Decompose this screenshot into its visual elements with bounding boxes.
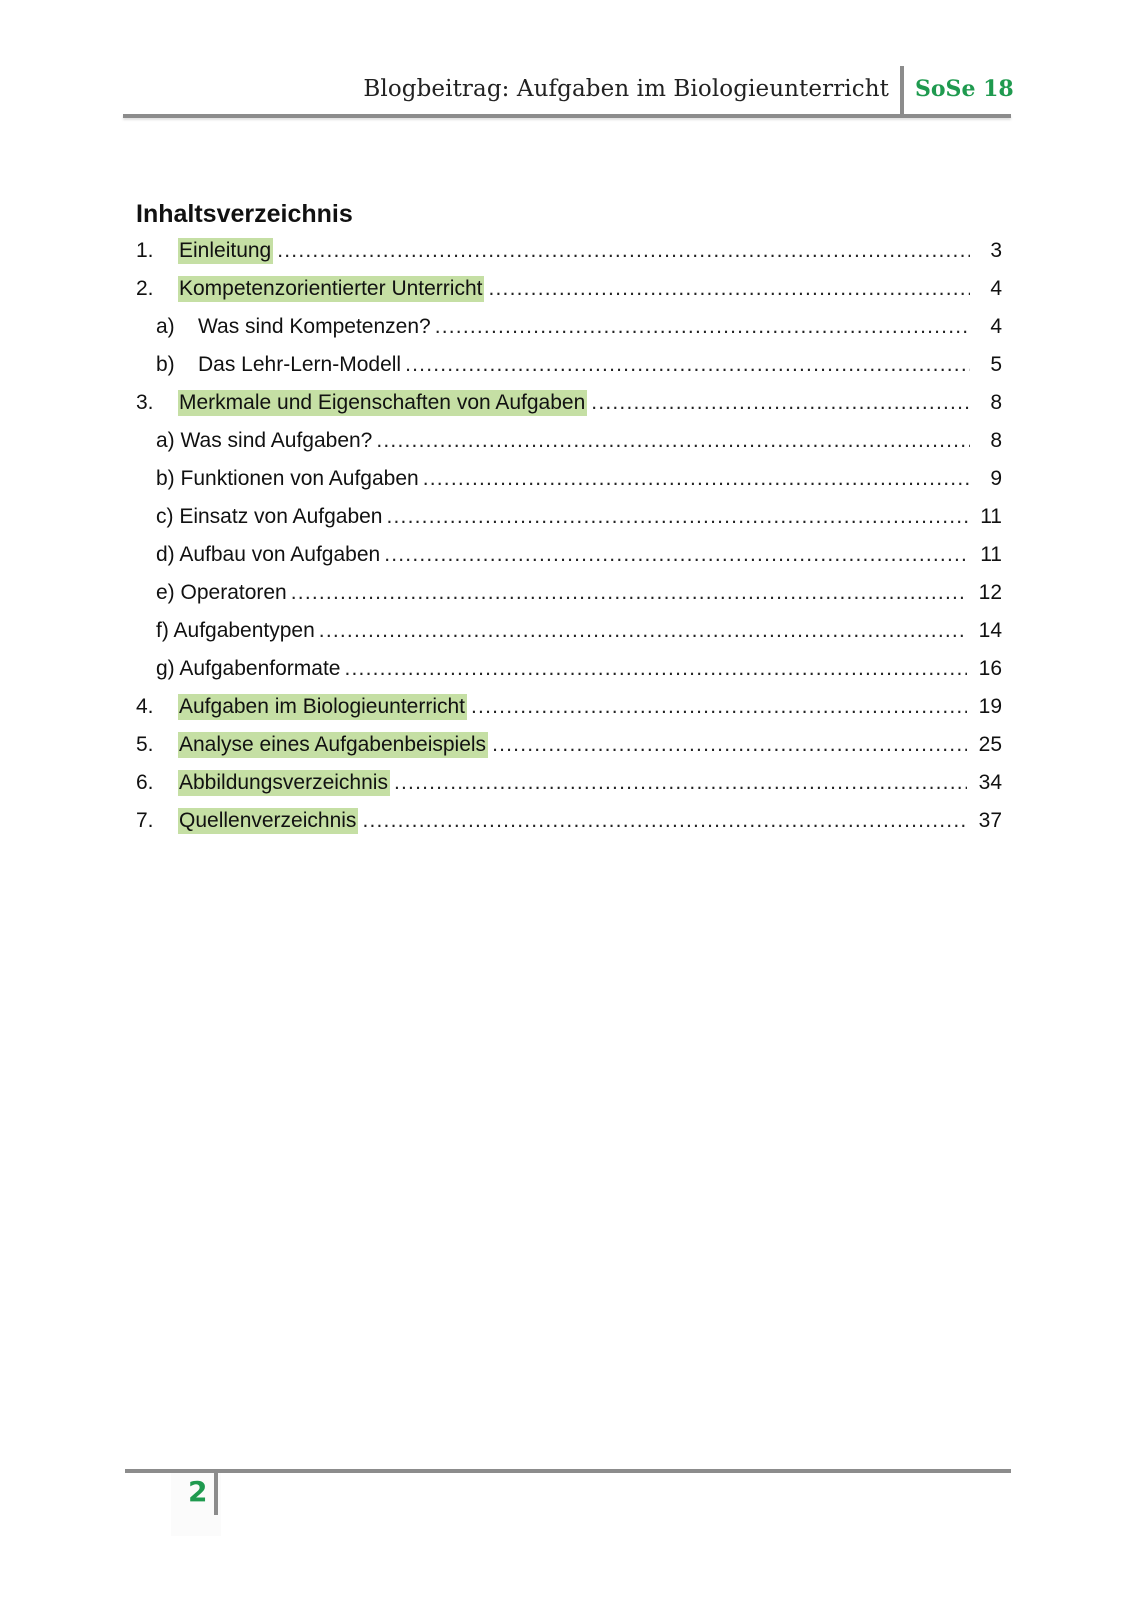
toc-leader-dots [277, 238, 970, 264]
toc-entry[interactable] [136, 381, 1002, 419]
toc-leader-dots [291, 580, 967, 606]
footer-divider [214, 1473, 218, 1515]
toc-entry-page: 19 [978, 695, 1002, 718]
toc-leader-dots [344, 656, 966, 682]
toc-entry-label: Was sind Kompetenzen? [198, 315, 431, 338]
toc-subentry[interactable] [136, 571, 1002, 609]
toc-subentry[interactable] [136, 647, 1002, 685]
toc-subentry[interactable] [136, 609, 1002, 647]
toc-leader-dots [471, 694, 967, 720]
document-title: Blogbeitrag: Aufgaben im Biologieunterricht [363, 76, 889, 102]
toc-leader-dots [435, 314, 970, 340]
toc-leader-dots [394, 770, 967, 796]
header-divider [900, 66, 904, 114]
toc-leader-dots [362, 808, 966, 834]
toc-entry[interactable] [136, 685, 1002, 723]
toc-entry-label: c) Einsatz von Aufgaben [156, 505, 383, 528]
toc-entry[interactable] [136, 723, 1002, 761]
toc-entry-label: g) Aufgabenformate [156, 657, 341, 680]
page-number: 2 [188, 1475, 208, 1508]
footer-rule [125, 1469, 1011, 1473]
toc-subentry[interactable] [136, 419, 1002, 457]
page-header [123, 64, 1014, 120]
toc-leader-dots [492, 732, 967, 758]
toc-leader-dots [423, 466, 970, 492]
toc-entry-number: 5. [136, 733, 154, 756]
toc-leader-dots [386, 504, 968, 530]
toc-leader-dots [384, 542, 968, 568]
toc-entry-label: e) Operatoren [156, 581, 287, 604]
toc-entry-page: 37 [978, 809, 1002, 832]
toc-leader-dots [319, 618, 967, 644]
toc-subentry[interactable] [136, 343, 1002, 381]
semester-label: SoSe 18 [915, 76, 1014, 102]
toc-entry-label: f) Aufgabentypen [156, 619, 315, 642]
toc-entry-page: 11 [980, 543, 1002, 566]
toc-leader-dots [488, 276, 970, 302]
toc-subentry[interactable] [136, 533, 1002, 571]
toc-entry-label: Analyse eines Aufgabenbeispiels [179, 733, 487, 756]
toc-entry-page: 5 [990, 353, 1002, 376]
toc-entry-page: 14 [978, 619, 1002, 642]
toc-entry-page: 3 [990, 239, 1002, 262]
toc-entry-number: 2. [136, 277, 154, 300]
toc-entry-page: 25 [978, 733, 1002, 756]
toc-subentry[interactable] [136, 305, 1002, 343]
toc-entry-page: 8 [990, 391, 1002, 414]
toc-leader-dots [591, 390, 970, 416]
toc-entry-label: Einleitung [179, 239, 272, 262]
toc-leader-dots [405, 352, 970, 378]
toc-entry-label: Das Lehr-Lern-Modell [198, 353, 402, 376]
toc-entry-page: 11 [980, 505, 1002, 528]
toc-entry-number: a) [156, 315, 175, 338]
toc-entry-number: 1. [136, 239, 154, 262]
table-of-contents [136, 229, 1002, 837]
toc-entry[interactable] [136, 799, 1002, 837]
toc-entry[interactable] [136, 229, 1002, 267]
toc-entry-label: Kompetenzorientierter Unterricht [179, 277, 483, 300]
toc-entry-page: 12 [978, 581, 1002, 604]
toc-entry-label: Abbildungsverzeichnis [179, 771, 388, 794]
toc-entry-page: 4 [990, 315, 1002, 338]
toc-entry-page: 4 [990, 277, 1002, 300]
toc-entry[interactable] [136, 761, 1002, 799]
toc-subentry[interactable] [136, 495, 1002, 533]
toc-entry-label: Merkmale und Eigenschaften von Aufgaben [179, 391, 586, 414]
toc-entry-number: b) [156, 353, 175, 376]
toc-entry-number: 4. [136, 695, 154, 718]
toc-subentry[interactable] [136, 457, 1002, 495]
toc-entry-label: Quellenverzeichnis [179, 809, 357, 832]
toc-entry-number: 6. [136, 771, 154, 794]
toc-entry-label: Aufgaben im Biologieunterricht [179, 695, 466, 718]
toc-entry-page: 8 [990, 429, 1002, 452]
toc-title: Inhaltsverzeichnis [136, 200, 353, 228]
toc-entry-page: 34 [978, 771, 1002, 794]
toc-entry-page: 9 [990, 467, 1002, 490]
toc-entry-number: 7. [136, 809, 154, 832]
toc-entry[interactable] [136, 267, 1002, 305]
toc-entry-label: b) Funktionen von Aufgaben [156, 467, 419, 490]
toc-entry-number: 3. [136, 391, 154, 414]
toc-entry-page: 16 [978, 657, 1002, 680]
toc-entry-label: a) Was sind Aufgaben? [156, 429, 373, 452]
toc-leader-dots [376, 428, 970, 454]
toc-entry-label: d) Aufbau von Aufgaben [156, 543, 381, 566]
header-rule [123, 114, 1011, 118]
